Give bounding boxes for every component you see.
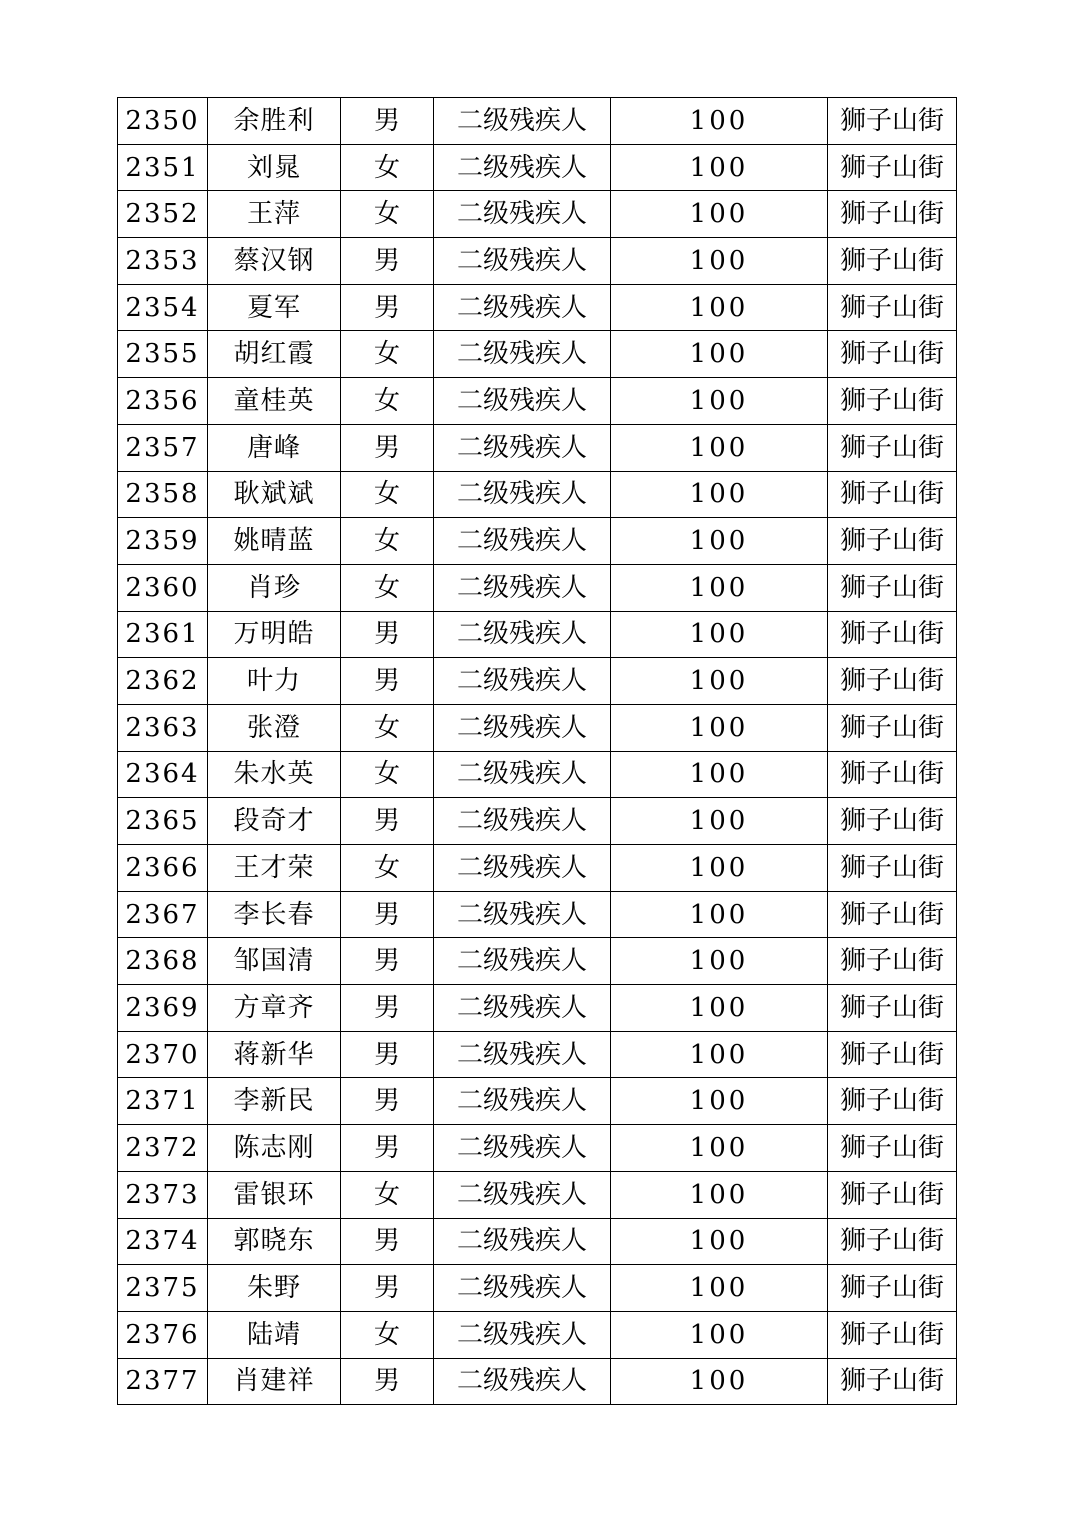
name-cell: 刘晁 (208, 144, 341, 191)
name-cell: 姚晴蓝 (208, 518, 341, 565)
amount-cell: 100 (611, 331, 828, 378)
amount-cell: 100 (611, 424, 828, 471)
table-row (118, 938, 957, 985)
street-cell: 狮子山街 (828, 238, 957, 285)
gender-cell: 男 (341, 284, 434, 331)
serial-number-cell: 2374 (118, 1218, 208, 1265)
table-row (118, 1218, 957, 1265)
street-cell: 狮子山街 (828, 471, 957, 518)
name-cell: 万明皓 (208, 611, 341, 658)
street-cell: 狮子山街 (828, 704, 957, 751)
amount-cell: 100 (611, 1031, 828, 1078)
gender-cell: 男 (341, 424, 434, 471)
table-row (118, 704, 957, 751)
gender-cell: 女 (341, 704, 434, 751)
table-row (118, 424, 957, 471)
gender-cell: 女 (341, 564, 434, 611)
serial-number-cell: 2360 (118, 564, 208, 611)
disability-grade-cell: 二级残疾人 (434, 845, 611, 892)
serial-number-cell: 2352 (118, 191, 208, 238)
amount-cell: 100 (611, 471, 828, 518)
street-cell: 狮子山街 (828, 985, 957, 1032)
disability-grade-cell: 二级残疾人 (434, 1311, 611, 1358)
gender-cell: 男 (341, 1078, 434, 1125)
disability-grade-cell: 二级残疾人 (434, 985, 611, 1032)
name-cell: 邹国清 (208, 938, 341, 985)
street-cell: 狮子山街 (828, 191, 957, 238)
disability-grade-cell: 二级残疾人 (434, 144, 611, 191)
amount-cell: 100 (611, 1358, 828, 1405)
gender-cell: 女 (341, 331, 434, 378)
table-row (118, 1031, 957, 1078)
disability-grade-cell: 二级残疾人 (434, 938, 611, 985)
serial-number-cell: 2365 (118, 798, 208, 845)
street-cell: 狮子山街 (828, 144, 957, 191)
serial-number-cell: 2368 (118, 938, 208, 985)
gender-cell: 男 (341, 238, 434, 285)
serial-number-cell: 2372 (118, 1125, 208, 1172)
gender-cell: 男 (341, 658, 434, 705)
gender-cell: 男 (341, 1358, 434, 1405)
amount-cell: 100 (611, 1265, 828, 1312)
amount-cell: 100 (611, 751, 828, 798)
table-row (118, 611, 957, 658)
table-row (118, 891, 957, 938)
serial-number-cell: 2367 (118, 891, 208, 938)
amount-cell: 100 (611, 658, 828, 705)
street-cell: 狮子山街 (828, 1171, 957, 1218)
disability-grade-cell: 二级残疾人 (434, 238, 611, 285)
gender-cell: 男 (341, 938, 434, 985)
disability-grade-cell: 二级残疾人 (434, 1358, 611, 1405)
name-cell: 方章齐 (208, 985, 341, 1032)
serial-number-cell: 2351 (118, 144, 208, 191)
disability-grade-cell: 二级残疾人 (434, 1078, 611, 1125)
amount-cell: 100 (611, 238, 828, 285)
serial-number-cell: 2377 (118, 1358, 208, 1405)
amount-cell: 100 (611, 891, 828, 938)
name-cell: 段奇才 (208, 798, 341, 845)
disability-grade-cell: 二级残疾人 (434, 424, 611, 471)
amount-cell: 100 (611, 798, 828, 845)
gender-cell: 男 (341, 1125, 434, 1172)
amount-cell: 100 (611, 98, 828, 145)
gender-cell: 女 (341, 1311, 434, 1358)
gender-cell: 男 (341, 1031, 434, 1078)
gender-cell: 女 (341, 144, 434, 191)
table-row (118, 751, 957, 798)
disability-grade-cell: 二级残疾人 (434, 378, 611, 425)
serial-number-cell: 2362 (118, 658, 208, 705)
disability-grade-cell: 二级残疾人 (434, 1171, 611, 1218)
street-cell: 狮子山街 (828, 658, 957, 705)
serial-number-cell: 2358 (118, 471, 208, 518)
name-cell: 叶力 (208, 658, 341, 705)
amount-cell: 100 (611, 144, 828, 191)
serial-number-cell: 2375 (118, 1265, 208, 1312)
name-cell: 肖建祥 (208, 1358, 341, 1405)
street-cell: 狮子山街 (828, 98, 957, 145)
table-row (118, 1078, 957, 1125)
serial-number-cell: 2371 (118, 1078, 208, 1125)
amount-cell: 100 (611, 938, 828, 985)
table-row (118, 191, 957, 238)
serial-number-cell: 2353 (118, 238, 208, 285)
disability-grade-cell: 二级残疾人 (434, 891, 611, 938)
name-cell: 王才荣 (208, 845, 341, 892)
amount-cell: 100 (611, 1171, 828, 1218)
amount-cell: 100 (611, 1218, 828, 1265)
street-cell: 狮子山街 (828, 845, 957, 892)
disability-grade-cell: 二级残疾人 (434, 798, 611, 845)
name-cell: 雷银环 (208, 1171, 341, 1218)
serial-number-cell: 2357 (118, 424, 208, 471)
disability-grade-cell: 二级残疾人 (434, 1031, 611, 1078)
disability-grade-cell: 二级残疾人 (434, 518, 611, 565)
name-cell: 唐峰 (208, 424, 341, 471)
street-cell: 狮子山街 (828, 1031, 957, 1078)
name-cell: 陈志刚 (208, 1125, 341, 1172)
table-row (118, 845, 957, 892)
street-cell: 狮子山街 (828, 564, 957, 611)
street-cell: 狮子山街 (828, 751, 957, 798)
table-row (118, 331, 957, 378)
name-cell: 童桂英 (208, 378, 341, 425)
table-row (118, 1358, 957, 1405)
gender-cell: 女 (341, 471, 434, 518)
gender-cell: 女 (341, 1171, 434, 1218)
street-cell: 狮子山街 (828, 518, 957, 565)
table-row (118, 238, 957, 285)
amount-cell: 100 (611, 1311, 828, 1358)
street-cell: 狮子山街 (828, 1125, 957, 1172)
disability-grade-cell: 二级残疾人 (434, 1218, 611, 1265)
disability-grade-cell: 二级残疾人 (434, 658, 611, 705)
street-cell: 狮子山街 (828, 424, 957, 471)
disability-grade-cell: 二级残疾人 (434, 611, 611, 658)
amount-cell: 100 (611, 1125, 828, 1172)
roster-table-body (118, 98, 957, 1405)
street-cell: 狮子山街 (828, 1311, 957, 1358)
table-row (118, 985, 957, 1032)
street-cell: 狮子山街 (828, 891, 957, 938)
amount-cell: 100 (611, 378, 828, 425)
amount-cell: 100 (611, 284, 828, 331)
gender-cell: 女 (341, 751, 434, 798)
serial-number-cell: 2369 (118, 985, 208, 1032)
table-row (118, 284, 957, 331)
disability-grade-cell: 二级残疾人 (434, 564, 611, 611)
amount-cell: 100 (611, 1078, 828, 1125)
gender-cell: 男 (341, 891, 434, 938)
name-cell: 陆靖 (208, 1311, 341, 1358)
amount-cell: 100 (611, 704, 828, 751)
disability-grade-cell: 二级残疾人 (434, 1125, 611, 1172)
disability-grade-cell: 二级残疾人 (434, 284, 611, 331)
table-row (118, 98, 957, 145)
table-row (118, 798, 957, 845)
disability-grade-cell: 二级残疾人 (434, 1265, 611, 1312)
amount-cell: 100 (611, 191, 828, 238)
table-row (118, 471, 957, 518)
serial-number-cell: 2354 (118, 284, 208, 331)
table-row (118, 518, 957, 565)
name-cell: 朱野 (208, 1265, 341, 1312)
gender-cell: 男 (341, 611, 434, 658)
table-row (118, 564, 957, 611)
street-cell: 狮子山街 (828, 1218, 957, 1265)
gender-cell: 男 (341, 1218, 434, 1265)
serial-number-cell: 2356 (118, 378, 208, 425)
gender-cell: 女 (341, 378, 434, 425)
table-row (118, 658, 957, 705)
street-cell: 狮子山街 (828, 1358, 957, 1405)
amount-cell: 100 (611, 845, 828, 892)
gender-cell: 女 (341, 518, 434, 565)
disability-grade-cell: 二级残疾人 (434, 471, 611, 518)
serial-number-cell: 2370 (118, 1031, 208, 1078)
table-row (118, 144, 957, 191)
serial-number-cell: 2364 (118, 751, 208, 798)
serial-number-cell: 2376 (118, 1311, 208, 1358)
gender-cell: 男 (341, 1265, 434, 1312)
disability-grade-cell: 二级残疾人 (434, 751, 611, 798)
name-cell: 蔡汉钢 (208, 238, 341, 285)
name-cell: 耿斌斌 (208, 471, 341, 518)
street-cell: 狮子山街 (828, 938, 957, 985)
name-cell: 夏军 (208, 284, 341, 331)
street-cell: 狮子山街 (828, 1265, 957, 1312)
name-cell: 余胜利 (208, 98, 341, 145)
gender-cell: 男 (341, 98, 434, 145)
table-row (118, 1265, 957, 1312)
street-cell: 狮子山街 (828, 378, 957, 425)
name-cell: 李新民 (208, 1078, 341, 1125)
name-cell: 李长春 (208, 891, 341, 938)
name-cell: 郭晓东 (208, 1218, 341, 1265)
street-cell: 狮子山街 (828, 284, 957, 331)
disability-grade-cell: 二级残疾人 (434, 331, 611, 378)
serial-number-cell: 2373 (118, 1171, 208, 1218)
serial-number-cell: 2350 (118, 98, 208, 145)
name-cell: 胡红霞 (208, 331, 341, 378)
serial-number-cell: 2361 (118, 611, 208, 658)
street-cell: 狮子山街 (828, 798, 957, 845)
table-row (118, 1311, 957, 1358)
roster-table (117, 97, 957, 1405)
disability-grade-cell: 二级残疾人 (434, 98, 611, 145)
table-row (118, 378, 957, 425)
amount-cell: 100 (611, 985, 828, 1032)
serial-number-cell: 2359 (118, 518, 208, 565)
name-cell: 肖珍 (208, 564, 341, 611)
street-cell: 狮子山街 (828, 1078, 957, 1125)
name-cell: 张澄 (208, 704, 341, 751)
disability-grade-cell: 二级残疾人 (434, 704, 611, 751)
serial-number-cell: 2366 (118, 845, 208, 892)
table-row (118, 1171, 957, 1218)
table-row (118, 1125, 957, 1172)
gender-cell: 男 (341, 798, 434, 845)
name-cell: 王萍 (208, 191, 341, 238)
amount-cell: 100 (611, 564, 828, 611)
gender-cell: 男 (341, 985, 434, 1032)
name-cell: 朱水英 (208, 751, 341, 798)
gender-cell: 女 (341, 191, 434, 238)
serial-number-cell: 2363 (118, 704, 208, 751)
street-cell: 狮子山街 (828, 331, 957, 378)
name-cell: 蒋新华 (208, 1031, 341, 1078)
amount-cell: 100 (611, 518, 828, 565)
disability-grade-cell: 二级残疾人 (434, 191, 611, 238)
street-cell: 狮子山街 (828, 611, 957, 658)
gender-cell: 女 (341, 845, 434, 892)
amount-cell: 100 (611, 611, 828, 658)
serial-number-cell: 2355 (118, 331, 208, 378)
